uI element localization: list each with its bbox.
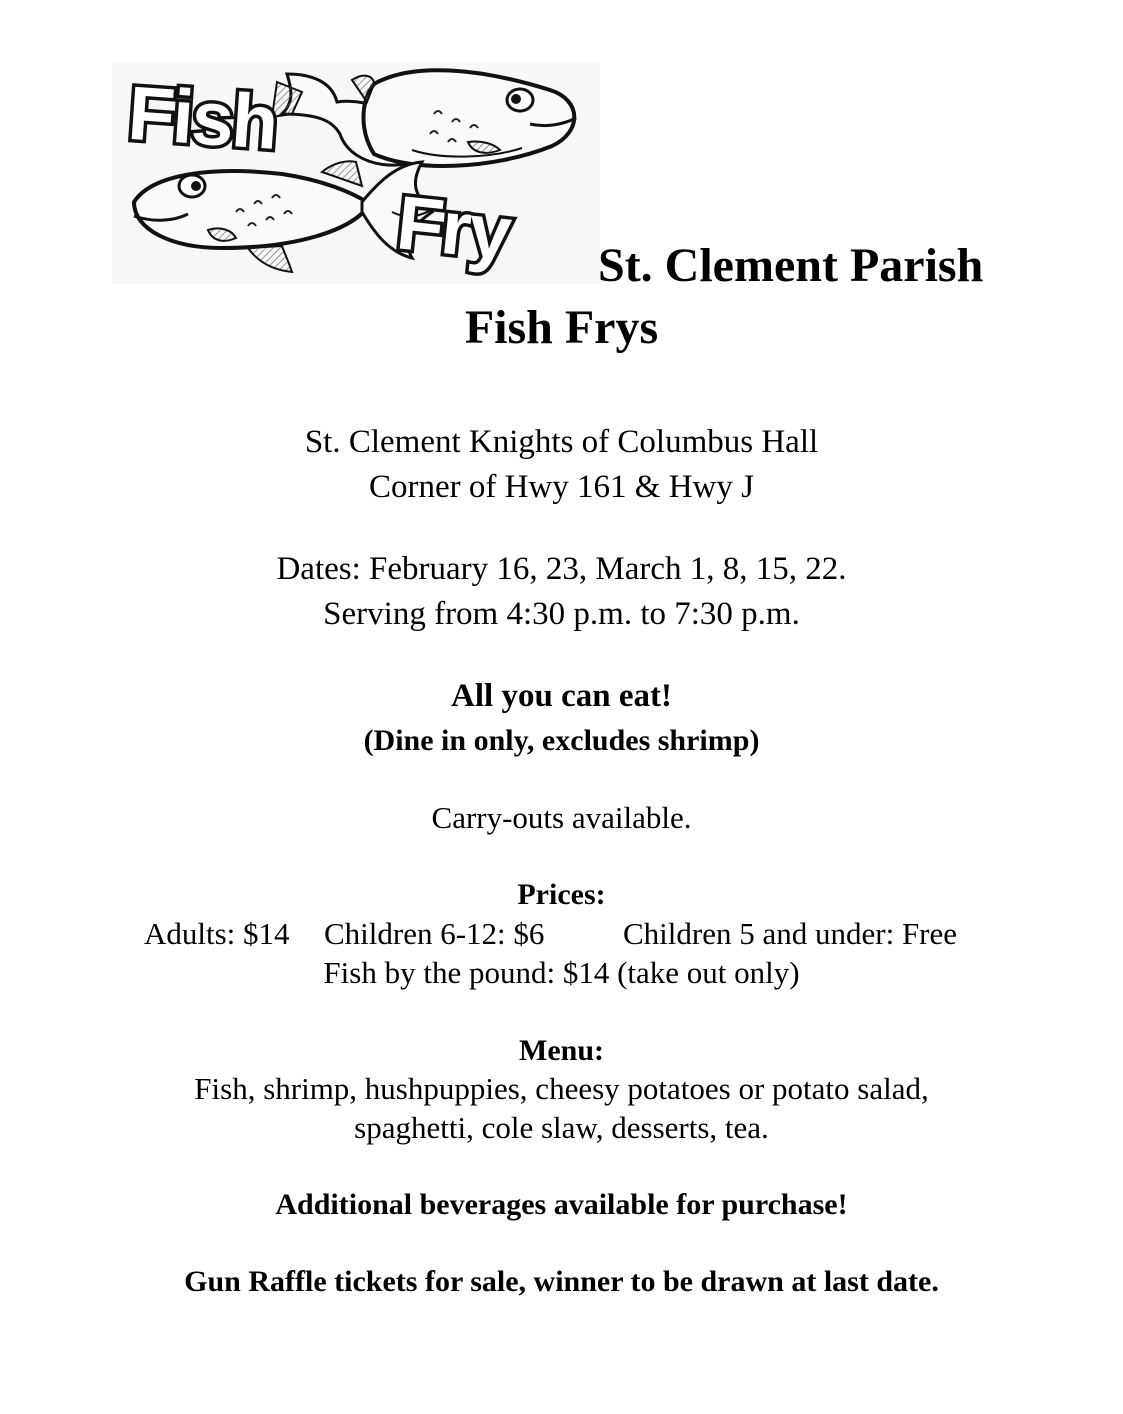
fish-fry-logo	[112, 62, 600, 284]
price-under-five: Children 5 and under: Free	[623, 916, 958, 951]
beverages-note: Additional beverages available for purchase!	[275, 1188, 848, 1221]
menu-heading: Menu:	[519, 1034, 604, 1067]
menu-line-1: Fish, shrimp, hushpuppies, cheesy potatoes or potato salad,	[194, 1071, 929, 1106]
menu-line-2: spaghetti, cole slaw, desserts, tea.	[354, 1110, 769, 1145]
logo-word-fish: Fish	[125, 70, 280, 166]
parish-title: St. Clement Parish	[598, 239, 984, 292]
serving-hours: Serving from 4:30 p.m. to 7:30 p.m.	[323, 596, 800, 632]
price-adults: Adults: $14	[144, 916, 290, 951]
logo-word-fry: Fry	[392, 180, 514, 277]
venue-address: Corner of Hwy 161 & Hwy J	[369, 469, 754, 505]
event-dates: Dates: February 16, 23, March 1, 8, 15, 22.	[276, 551, 847, 587]
dine-in-note: (Dine in only, excludes shrimp)	[363, 724, 760, 757]
price-by-pound: Fish by the pound: $14 (take out only)	[323, 955, 800, 990]
venue-hall: St. Clement Knights of Columbus Hall	[304, 424, 819, 460]
carryout-note: Carry-outs available.	[431, 800, 692, 835]
price-children: Children 6-12: $6	[324, 916, 545, 951]
all-you-can-eat-heading: All you can eat!	[451, 678, 672, 714]
event-title: Fish Frys	[464, 301, 659, 354]
prices-heading: Prices:	[517, 878, 606, 911]
raffle-note: Gun Raffle tickets for sale, winner to be drawn at last date.	[184, 1265, 939, 1298]
